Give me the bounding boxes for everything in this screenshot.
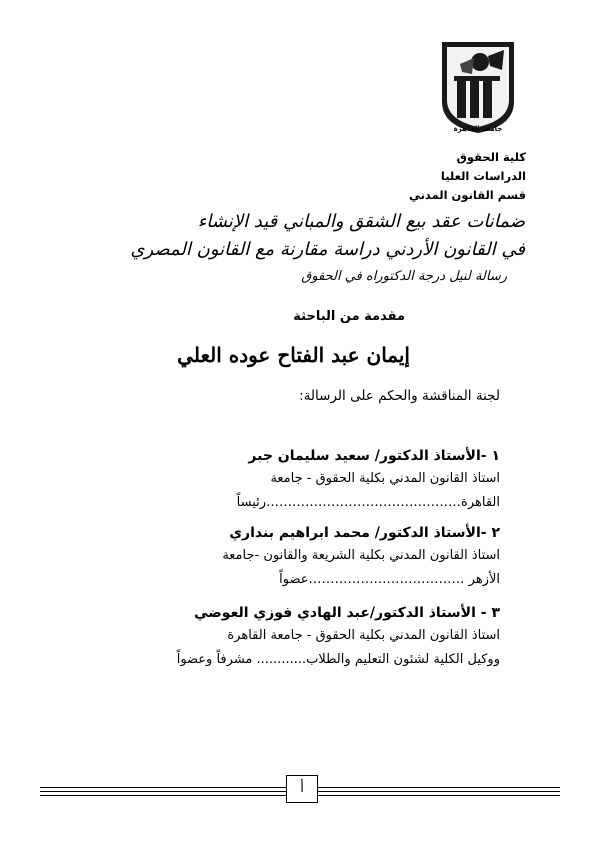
faculty-header: [409, 148, 526, 205]
committee-member-3: [90, 602, 500, 672]
member-role: ووكيل الكلية لشئون التعليم والطلاب............ مشرفاً وعضواً: [176, 652, 500, 667]
committee-member-1: [90, 445, 500, 515]
committee-heading: لجنة المناقشة والحكم على الرسالة:: [299, 388, 500, 404]
thesis-title: [55, 208, 525, 290]
university-logo-icon: [440, 40, 516, 135]
title-line-3: رسالة لنيل درجة الدكتوراه في الحقوق: [301, 269, 507, 284]
member-name: ٣ - الأستاذ الدكتور/عبد الهادي فوزي العوضي: [194, 605, 500, 621]
department-name: قسم القانون المدني: [408, 188, 526, 202]
title-line-1: ضمانات عقد بيع الشقق والمباني قيد الإنشاء: [197, 211, 525, 232]
member-name: ٢ -الأستاذ الدكتور/ محمد ابراهيم بنداري: [229, 525, 500, 541]
author-name: إيمان عبد الفتاح عوده العلي: [177, 343, 410, 367]
title-line-2: في القانون الأردني دراسة مقارنة مع القانون المصري: [130, 239, 525, 260]
member-title: استاذ القانون المدني بكلية الحقوق - جامعة: [270, 471, 500, 486]
presented-by: مقدمة من الباحثة: [293, 309, 405, 324]
committee-member-2: [90, 522, 500, 592]
member-title: استاذ القانون المدني بكلية الشريعة والقانون -جامعة: [222, 548, 500, 563]
member-title: استاذ القانون المدني بكلية الحقوق - جامعة القاهرة: [227, 628, 500, 643]
faculty-name: كلية الحقوق: [456, 150, 526, 164]
studies-name: الدراسات العليا: [440, 169, 526, 183]
member-name: ١ -الأستاذ الدكتور/ سعيد سليمان جبر: [248, 448, 500, 464]
page-number: أ: [286, 775, 318, 803]
logo-caption: جامعة القاهرة: [453, 125, 503, 133]
member-role: القاهرة………………………………………رئيساً: [236, 495, 500, 510]
member-role: الأزهر ………………………………عضواً: [279, 572, 500, 587]
